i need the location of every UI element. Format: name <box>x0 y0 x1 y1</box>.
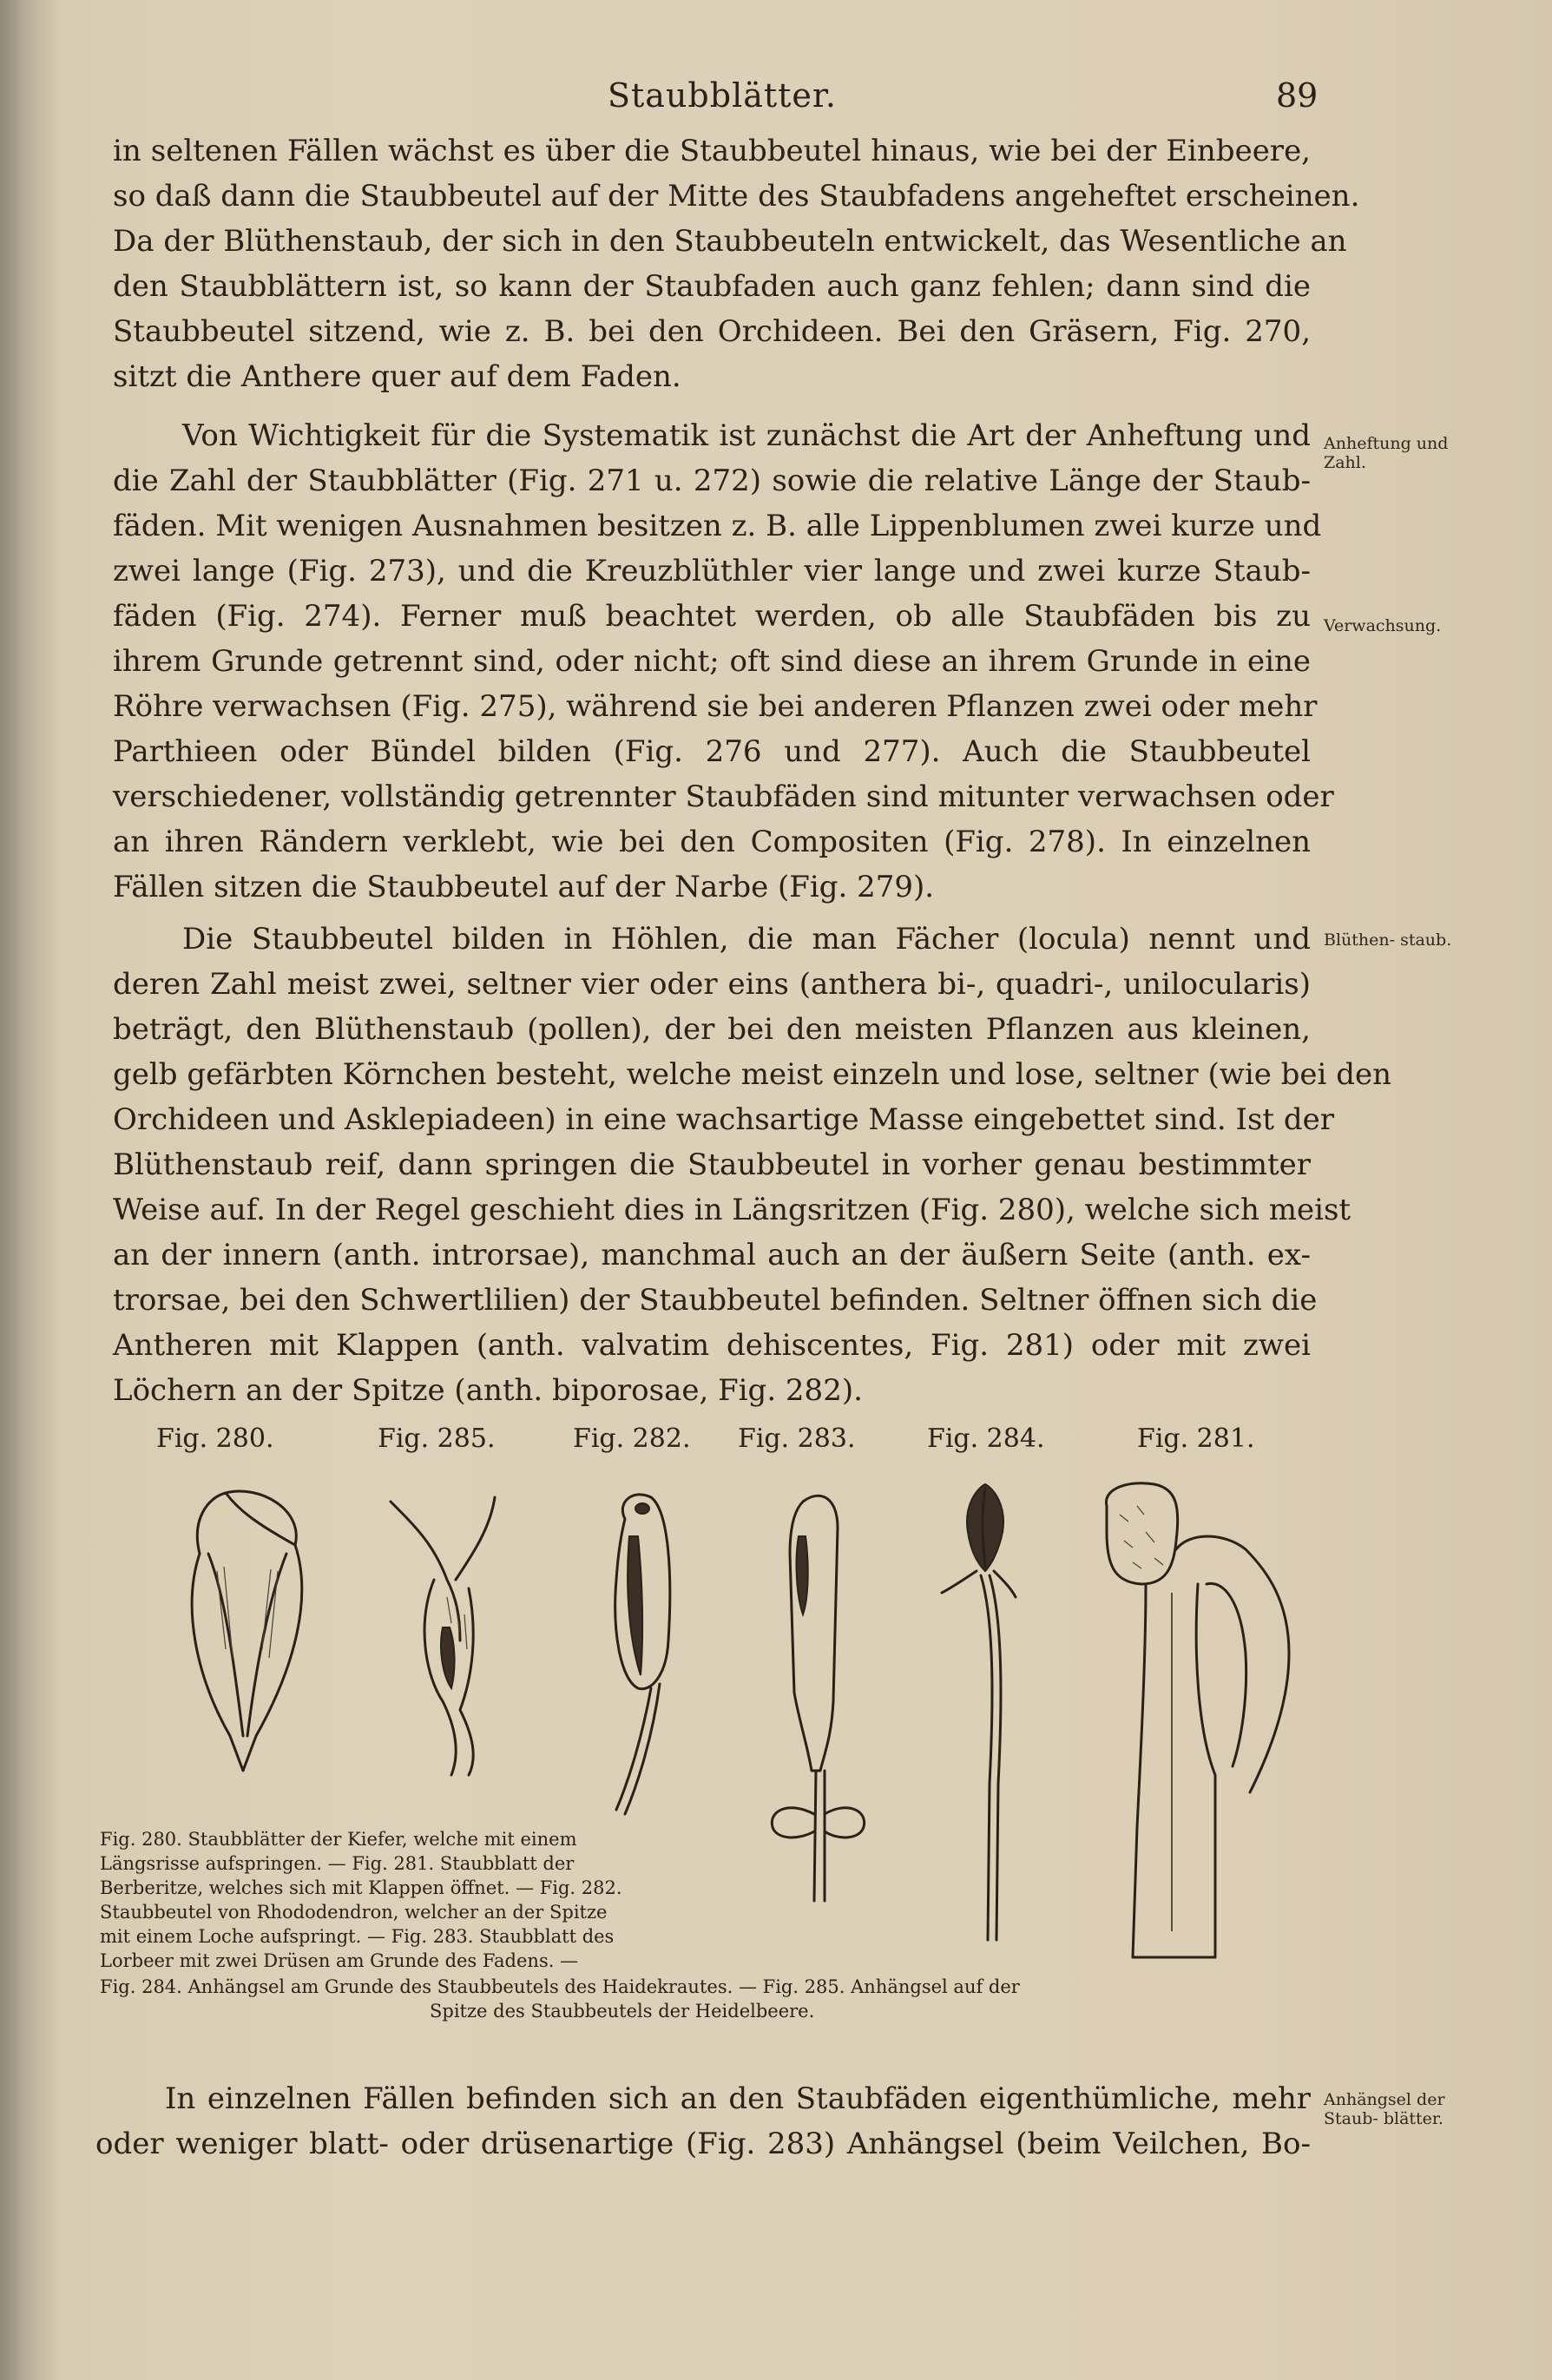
text-line: Weise auf. In der Regel geschieht dies in Längsritzen (Fig. 280), welche sich meist <box>113 1193 1351 1227</box>
text-line: Staubbeutel sitzend, wie z. B. bei den Orchideen. Bei den Gräsern, Fig. 270, <box>113 314 1311 349</box>
text-line: an ihren Rändern verklebt, wie bei den Compositen (Fig. 278). In einzelnen <box>113 825 1311 859</box>
caption-line: Längsrisse aufspringen. — Fig. 281. Staubblatt der <box>100 1853 575 1874</box>
text-line: Röhre verwachsen (Fig. 275), während sie bei anderen Pflanzen zwei oder mehr <box>113 689 1318 724</box>
fig-label-280: Fig. 280. <box>156 1423 274 1454</box>
text-line: Von Wichtigkeit für die Systematik ist zunächst die Art der Anheftung und <box>182 418 1311 453</box>
text-line: die Zahl der Staubblätter (Fig. 271 u. 272) sowie die relative Länge der Staub- <box>113 464 1311 498</box>
running-title: Staubblätter. <box>608 76 837 115</box>
text-line: beträgt, den Blüthenstaub (pollen), der bei den meisten Pflanzen aus kleinen, <box>113 1012 1311 1047</box>
figure-caption-left <box>100 1827 622 1973</box>
text-line: zwei lange (Fig. 273), und die Kreuzblüthler vier lange und zwei kurze Staub- <box>113 554 1311 588</box>
caption-line: Fig. 280. Staubblätter der Kiefer, welche mit einem <box>100 1829 577 1850</box>
text-line: Antheren mit Klappen (anth. valvatim dehiscentes, Fig. 281) oder mit zwei <box>113 1328 1311 1363</box>
text-line: an der innern (anth. introrsae), manchmal auch an der äußern Seite (anth. ex- <box>113 1238 1311 1272</box>
text-line: in seltenen Fällen wächst es über die Staubbeutel hinaus, wie bei der Einbeere, <box>113 134 1311 168</box>
text-line: Fällen sitzen die Staubbeutel auf der Narbe (Fig. 279). <box>113 870 935 904</box>
text-line: sitzt die Anthere quer auf dem Faden. <box>113 359 681 394</box>
fig-282-illustration <box>590 1484 694 1823</box>
fig-283-illustration <box>755 1484 877 1910</box>
fig-284-illustration <box>929 1480 1042 1949</box>
fig-label-282: Fig. 282. <box>573 1423 691 1454</box>
text-line: trorsae, bei den Schwertlilien) der Staubbeutel befinden. Seltner öffnen sich die <box>113 1283 1318 1318</box>
text-line: oder weniger blatt- oder drüsenartige (Fig. 283) Anhängsel (beim Veilchen, Bo- <box>95 2127 1311 2161</box>
fig-label-284: Fig. 284. <box>927 1423 1045 1454</box>
margin-note-bluethenstaub: Blüthen- staub. <box>1324 930 1452 950</box>
text-line: Die Staubbeutel bilden in Höhlen, die man Fächer (locula) nennt und <box>182 922 1311 957</box>
fig-280-illustration <box>174 1476 321 1779</box>
text-line: ihrem Grunde getrennt sind, oder nicht; oft sind diese an ihrem Grunde in eine <box>113 644 1311 679</box>
margin-note-anheftung: Anheftung und Zahl. <box>1324 434 1449 472</box>
text-line: Orchideen und Asklepiadeen) in eine wachsartige Masse eingebettet sind. Ist der <box>113 1102 1334 1137</box>
caption-line: Staubbeutel von Rhododendron, welcher an der Spitze <box>100 1902 608 1923</box>
text-line: Parthieen oder Bündel bilden (Fig. 276 und 277). Auch die Staubbeutel <box>113 734 1311 769</box>
text-line: gelb gefärbten Körnchen besteht, welche meist einzeln und lose, seltner (wie bei den <box>113 1057 1391 1092</box>
text-line: verschiedener, vollständig getrennter Staubfäden sind mitunter verwachsen oder <box>113 779 1334 814</box>
text-line: Löchern an der Spitze (anth. biporosae, Fig. 282). <box>113 1373 863 1408</box>
text-line: so daß dann die Staubbeutel auf der Mitte des Staubfadens angeheftet erscheinen. <box>113 179 1360 214</box>
text-line: In einzelnen Fällen befinden sich an den Staubfäden eigenthümliche, mehr <box>165 2081 1311 2116</box>
fig-label-285: Fig. 285. <box>378 1423 496 1454</box>
margin-note-anhaengsel: Anhängsel der Staub- blätter. <box>1324 2090 1445 2128</box>
text-line: fäden. Mit wenigen Ausnahmen besitzen z. B. alle Lippenblumen zwei kurze und <box>113 509 1322 543</box>
fig-label-281: Fig. 281. <box>1137 1423 1255 1454</box>
fig-281-illustration <box>1094 1480 1302 1966</box>
text-line: deren Zahl meist zwei, seltner vier oder eins (anthera bi-, quadri-, unilocularis) <box>113 967 1311 1002</box>
text-line: fäden (Fig. 274). Ferner muß beachtet werden, ob alle Staubfäden bis zu <box>113 599 1311 634</box>
figure-caption-full <box>100 1975 1020 2023</box>
caption-line: Lorbeer mit zwei Drüsen am Grunde des Fadens. — <box>100 1950 579 1971</box>
margin-note-verwachsung: Verwachsung. <box>1324 616 1442 635</box>
page-header <box>0 69 1552 130</box>
text-line: Blüthenstaub reif, dann springen die Staubbeutel in vorher genau bestimmter <box>113 1147 1311 1182</box>
text-line: den Staubblättern ist, so kann der Staubfaden auch ganz fehlen; dann sind die <box>113 269 1311 304</box>
page-number: 89 <box>1276 76 1319 115</box>
fig-285-illustration <box>373 1476 521 1788</box>
caption-line: Fig. 284. Anhängsel am Grunde des Staubbeutels des Haidekrautes. — Fig. 285. Anhängsel auf der <box>100 1976 1020 1997</box>
caption-line: Spitze des Staubbeutels der Heidelbeere. <box>430 2001 815 2022</box>
fig-label-283: Fig. 283. <box>738 1423 856 1454</box>
text-line: Da der Blüthenstaub, der sich in den Staubbeuteln entwickelt, das Wesentliche an <box>113 224 1347 259</box>
caption-line: Berberitze, welches sich mit Klappen öffnet. — Fig. 282. <box>100 1877 622 1898</box>
caption-line: mit einem Loche aufspringt. — Fig. 283. Staubblatt des <box>100 1926 615 1947</box>
